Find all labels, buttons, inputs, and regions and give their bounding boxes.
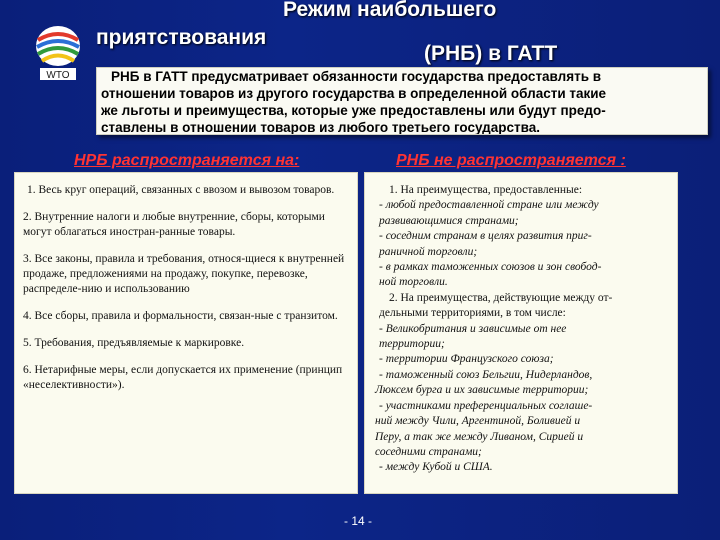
does-not-apply-line: - между Кубой и США. bbox=[379, 461, 493, 474]
wto-logo-text: WTO bbox=[46, 70, 70, 81]
does-not-apply-line: ний между Чили, Аргентиной, Боливией и bbox=[375, 415, 581, 428]
does-not-apply-line: - территории Французского союза; bbox=[379, 353, 554, 366]
applies-to-item: 6. Нетарифные меры, если допускается их применение (принцип «неселективности»). bbox=[23, 364, 343, 391]
slide-title-line-1: Режим наибольшего bbox=[283, 0, 497, 21]
definition-line: ставлены в отношении товаров из любого третьего государства. bbox=[101, 120, 540, 135]
applies-to-item: 4. Все сборы, правила и формальности, связан-ные с транзитом. bbox=[23, 310, 338, 322]
does-not-apply-line: Перу, а так же между Ливаном, Сирией и bbox=[375, 430, 584, 443]
definition-box bbox=[96, 67, 708, 135]
right-column-heading: РНБ не распространяется : bbox=[396, 152, 626, 169]
does-not-apply-line: раничной торговли; bbox=[379, 245, 478, 258]
does-not-apply-line: дельными территориями, в том числе: bbox=[379, 307, 566, 320]
slide-title-line-2: приятствования bbox=[96, 26, 267, 49]
does-not-apply-line: - соседним странам в целях развития приг- bbox=[379, 230, 592, 243]
does-not-apply-line: территории; bbox=[379, 338, 445, 351]
does-not-apply-line: ной торговли. bbox=[379, 276, 448, 289]
does-not-apply-line: соседними странами; bbox=[375, 445, 482, 458]
does-not-apply-line: 2. На преимущества, действующие между от- bbox=[389, 291, 613, 304]
slide-title-line-3: (РНБ) в ГАТТ bbox=[424, 42, 558, 65]
applies-to-item: 2. Внутренние налоги и любые внутренние, сборы, которыми могут облагаться иностран-ранные товары. bbox=[23, 211, 325, 238]
applies-to-item: 3. Все законы, правила и требования, относя-щиеся к внутренней продаже, предложениями на продажу, покупке, перевозке, распределе-нию и использованию bbox=[23, 253, 345, 295]
does-not-apply-line: - любой предоставленной стране или между bbox=[379, 199, 599, 212]
definition-line: РНБ в ГАТТ предусматривает обязанности государства предоставлять в bbox=[111, 69, 602, 84]
does-not-apply-line: Люксем бурга и их зависимые территории; bbox=[375, 384, 589, 397]
applies-to-item: 1. Весь круг операций, связанных с ввозом и вывозом товаров. bbox=[27, 184, 335, 196]
wto-logo bbox=[30, 20, 86, 84]
left-column-heading: НРБ распространяется на: bbox=[74, 152, 300, 169]
does-not-apply-panel bbox=[364, 172, 678, 494]
applies-to-panel bbox=[14, 172, 358, 494]
wto-globe-icon bbox=[30, 20, 86, 84]
definition-line: же льготы и преимущества, которые уже предоставлены или будут предо- bbox=[101, 103, 606, 118]
does-not-apply-line: - таможенный союз Бельгии, Нидерландов, bbox=[379, 368, 593, 381]
does-not-apply-line: - участниками преференциальных соглаше- bbox=[379, 399, 593, 412]
does-not-apply-line: 1. На преимущества, предоставленные: bbox=[389, 184, 583, 196]
does-not-apply-line: - в рамках таможенных союзов и зон свобод- bbox=[379, 261, 602, 274]
definition-line: отношении товаров из другого государства в определенной области такие bbox=[101, 86, 607, 101]
does-not-apply-line: развивающимися странами; bbox=[379, 214, 519, 227]
applies-to-item: 5. Требования, предъявляемые к маркировке. bbox=[23, 337, 245, 349]
page-number: - 14 - bbox=[344, 514, 373, 528]
does-not-apply-line: - Великобритания и зависимые от нее bbox=[379, 322, 567, 335]
